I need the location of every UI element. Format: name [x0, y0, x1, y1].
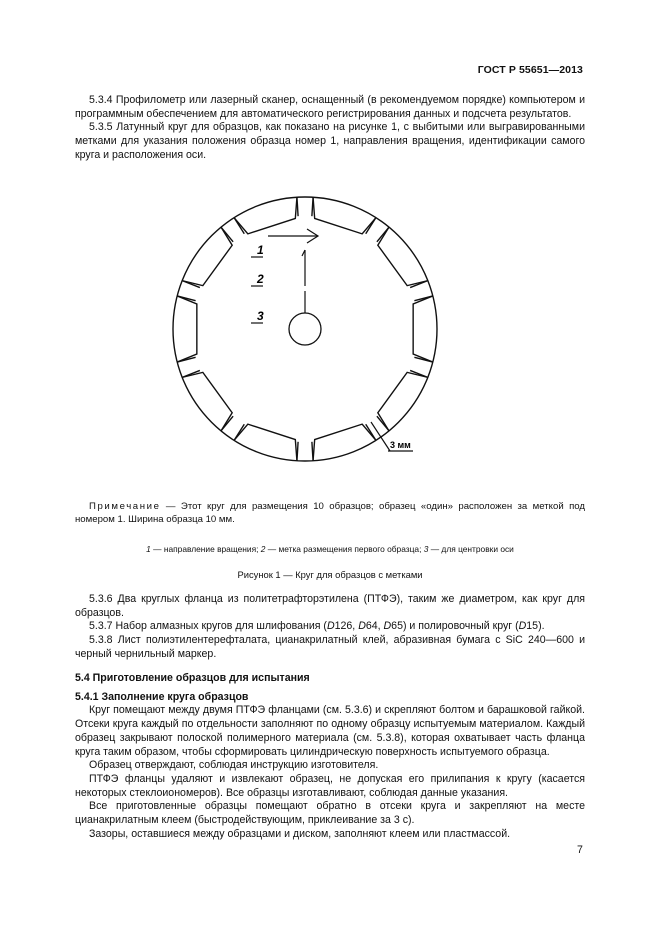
- section-paragraph: Круг помещают между двумя ПТФЭ фланцами (см. 5.3.6) и скрепляют болтом и барашковой гайкой. Отсеки круга каждый по отдельности заполняют по одному образцу испытуемым материалом. Каждый образец закрывают полоской полимерного материала (см. 5.3.8), которая охватывает часть фланца круга таким образом, чтобы сформировать цилиндрическую поверхность испытуемого образца.: [75, 704, 585, 758]
- sample-pocket: [378, 227, 428, 285]
- page-number: 7: [577, 844, 583, 856]
- section-heading: 5.4 Приготовление образцов для испытания: [75, 672, 310, 684]
- figure-note: [75, 500, 585, 527]
- wheel-outer-circle: [173, 197, 437, 461]
- label-1: 1: [257, 243, 264, 257]
- sample-pocket: [177, 296, 197, 362]
- figure-caption: Рисунок 1 — Круг для образцов с метками: [237, 569, 423, 580]
- sample-pocket: [182, 372, 232, 430]
- equipment-list: [75, 593, 585, 662]
- label-2: 2: [257, 272, 264, 286]
- paragraph-5-3-4: 5.3.4 Профилометр или лазерный сканер, оснащенный (в рекомендуемом порядке) компьютером и программным обеспечением для автоматического регистрирования данных и подсчета результатов.: [75, 94, 585, 120]
- pocket-divider: [234, 424, 244, 440]
- section-paragraph: ПТФЭ фланцы удаляют и извлекают образец, не допуская его прилипания к кругу (касается некоторых стеклоиономеров). Все образцы изготавливают, соблюдая данные указания.: [75, 772, 585, 799]
- note-text: — Этот круг для размещения 10 образцов; образец «один» расположен за меткой под номером 1. Ширина образца 10 мм.: [75, 501, 585, 526]
- pocket-divider: [366, 218, 376, 234]
- pocket-divider: [312, 442, 313, 461]
- paragraph-5-3-5: 5.3.5 Латунный круг для образцов, как показано на рисунке 1, с выбитыми или выгравированными метками для указания положения образца номер 1, направления вращения, идентификации самого круга и расположения оси.: [75, 121, 585, 161]
- pocket-divider: [297, 197, 298, 216]
- sample-pocket: [413, 296, 433, 362]
- pocket-divider: [377, 227, 389, 242]
- label-3: 3: [257, 309, 264, 323]
- pocket-divider: [377, 416, 389, 431]
- pocket-divider: [297, 442, 298, 461]
- section-paragraph: Зазоры, оставшиеся между образцами и диском, заполняют клеем или пластмассой.: [89, 827, 511, 840]
- pocket-divider: [312, 197, 313, 216]
- subsection-heading: 5.4.1 Заполнение круга образцов: [75, 690, 249, 703]
- section-paragraph: Все приготовленные образцы помещают обратно в отсеки круга и закрепляют на месте цианакрилатным клеем (быстродействующим, приклеивание за 3 с).: [75, 800, 585, 827]
- paragraph-5-3-6: 5.3.6 Два круглых фланца из политетрафторэтилена (ПТФЭ), таким же диаметром, как круг для образцов.: [75, 593, 585, 619]
- note-prefix: Примечание: [89, 501, 161, 512]
- document-header: ГОСТ Р 55651—2013: [477, 64, 583, 76]
- pocket-divider: [234, 218, 244, 234]
- section-5-4: [75, 672, 585, 841]
- section-paragraph: Образец отверждают, соблюдая инструкцию изготовителя.: [89, 759, 379, 772]
- center-hole: [289, 313, 321, 345]
- figure-legend: 1 — направление вращения; 2 — метка размещения первого образца; 3 — для центровки оси: [146, 544, 514, 554]
- paragraph-5-3-7: 5.3.7 Набор алмазных кругов для шлифования (D126, D64, D65) и полировочный круг (D15).: [89, 620, 545, 633]
- paragraph-5-3-8: 5.3.8 Лист полиэтилентерефталата, цианакрилатный клей, абразивная бумага с SiC 240—600 и черный чернильный маркер.: [75, 634, 585, 660]
- dimension-label: 3 мм: [390, 440, 411, 450]
- sample-pocket: [378, 372, 428, 430]
- sample-pocket: [182, 227, 232, 285]
- pocket-divider: [221, 227, 233, 242]
- pocket-divider: [221, 416, 233, 431]
